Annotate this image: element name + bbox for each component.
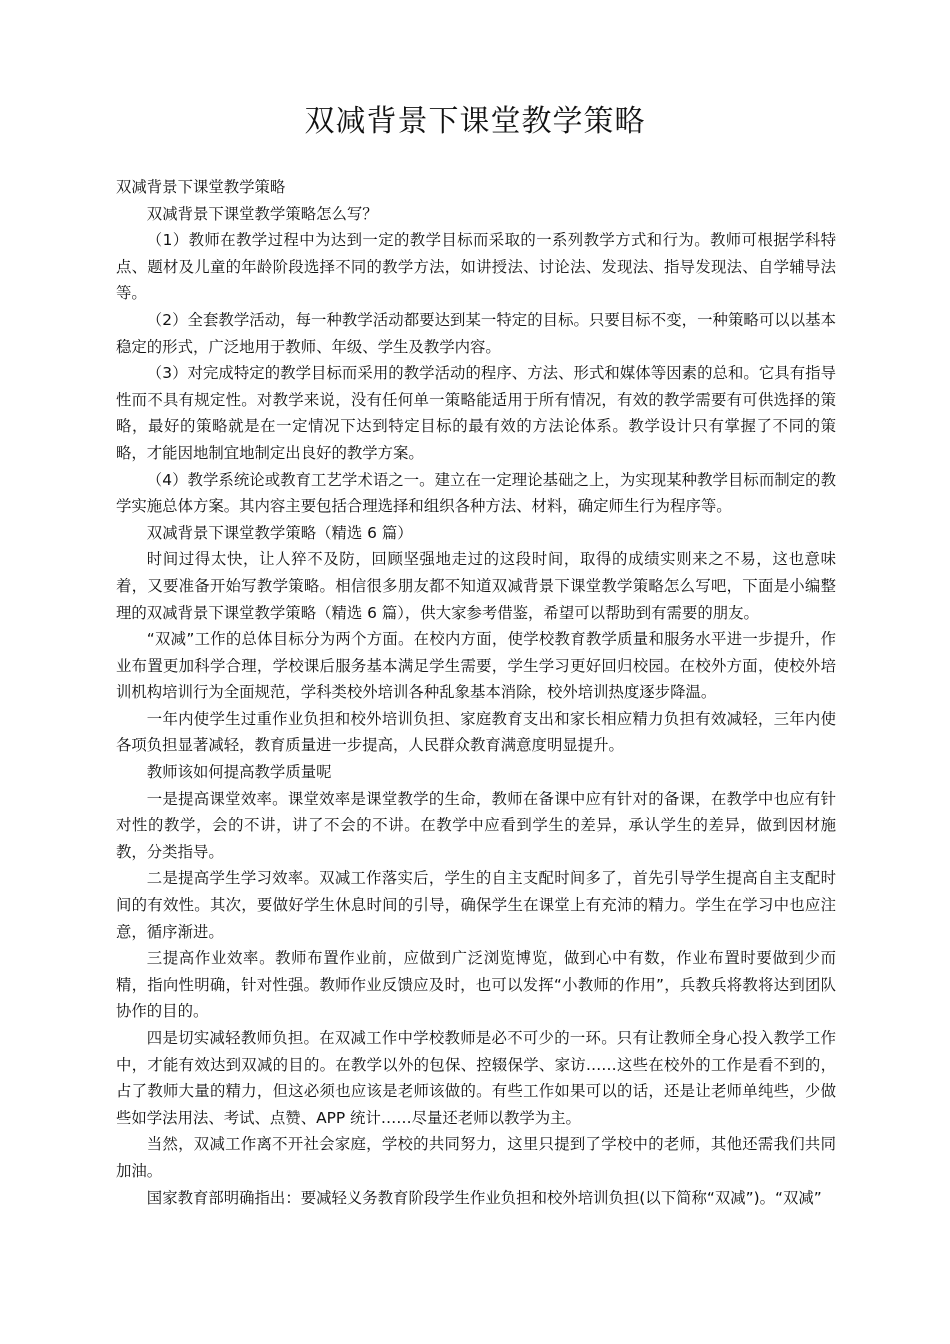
paragraph: （3）对完成特定的教学目标而采用的教学活动的程序、方法、形式和媒体等因素的总和。它具有指导性而不具有规定性。对教学来说，没有任何单一策略能适用于所有情况，有效的教学需要有可供选择的策略，最好的策略就是在一定情况下达到特定目标的最有效的方法论体系。教学设计只有掌握了不同的策略，才能因地制宜地制定出良好的教学方案。: [116, 364, 836, 462]
paragraph: 一是提高课堂效率。课堂效率是课堂教学的生命，教师在备课中应有针对的备课，在教学中也应有针对性的教学，会的不讲，讲了不会的不讲。在教学中应看到学生的差异，承认学生的差异，做到因材施教，分类指导。: [116, 789, 836, 861]
paragraph: （1）教师在教学过程中为达到一定的教学目标而采取的一系列教学方式和行为。教师可根据学科特点、题材及儿童的年龄阶段选择不同的教学方法，如讲授法、讨论法、发现法、指导发现法、自学辅导法等。: [116, 231, 836, 303]
paragraph: 三提高作业效率。教师布置作业前，应做到广泛浏览博览，做到心中有数，作业布置时要做到少而精，指向性明确，针对性强。教师作业反馈应及时，也可以发挥“小教师的作用”，兵教兵将教将达到团队协作的目的。: [116, 949, 836, 1021]
document-body: [116, 174, 836, 1211]
section-heading: 双减背景下课堂教学策略（精选 6 篇）: [146, 523, 413, 542]
paragraph: 国家教育部明确指出：要减轻义务教育阶段学生作业负担和校外培训负担(以下简称“双减”)。“双减”: [146, 1188, 822, 1207]
paragraph: 当然，双减工作离不开社会家庭，学校的共同努力，这里只提到了学校中的老师，其他还需我们共同加油。: [116, 1135, 836, 1180]
section-heading: 教师该如何提高教学质量呢: [146, 763, 332, 782]
paragraph: “双减”工作的总体目标分为两个方面。在校内方面，使学校教育教学质量和服务水平进一步提升，作业布置更加科学合理，学校课后服务基本满足学生需要，学生学习更好回归校园。在校外方面，使校外培训机构培训行为全面规范，学科类校外培训各种乱象基本消除，校外培训热度逐步降温。: [116, 630, 836, 702]
paragraph: 一年内使学生过重作业负担和校外培训负担、家庭教育支出和家长相应精力负担有效减轻，三年内使各项负担显著减轻，教育质量进一步提高，人民群众教育满意度明显提升。: [116, 709, 836, 755]
paragraph: 二是提高学生学习效率。双减工作落实后，学生的自主支配时间多了，首先引导学生提高自主支配时间的有效性。其次，要做好学生休息时间的引导，确保学生在课堂上有充沛的精力。学生在学习中也应注意，循序渐进。: [116, 869, 836, 941]
document-title: 双减背景下课堂教学策略: [304, 104, 646, 139]
paragraph: 时间过得太快，让人猝不及防，回顾坚强地走过的这段时间，取得的成绩实则来之不易，这也意味着，又要准备开始写教学策略。相信很多朋友都不知道双减背景下课堂教学策略怎么写吧，下面是小编整理的双减背景下课堂教学策略（精选 6 篇），供大家参考借鉴，希望可以帮助到有需要的朋友。: [116, 550, 836, 622]
paragraph: （4）教学系统论或教育工艺学术语之一。建立在一定理论基础之上，为实现某种教学目标而制定的教学实施总体方案。其内容主要包括合理选择和组织各种方法、材料，确定师生行为程序等。: [116, 470, 836, 516]
paragraph: （2）全套教学活动，每一种教学活动都要达到某一特定的目标。只要目标不变，一种策略可以以基本稳定的形式，广泛地用于教师、年级、学生及教学内容。: [116, 310, 836, 356]
subtitle-line: 双减背景下课堂教学策略: [116, 178, 286, 196]
paragraph: 四是切实减轻教师负担。在双减工作中学校教师是必不可少的一环。只有让教师全身心投入教学工作中，才能有效达到双减的目的。在教学以外的包保、控辍保学、家访……这些在校外的工作是看不到的，占了教师大量的精力，但这必须也应该是老师该做的。有些工作如果可以的话，还是让老师单纯些，少做些如学法用法、考试、点赞、APP 统计……尽量还老师以教学为主。: [116, 1029, 836, 1127]
section-heading: 双减背景下课堂教学策略怎么写？: [146, 204, 378, 223]
